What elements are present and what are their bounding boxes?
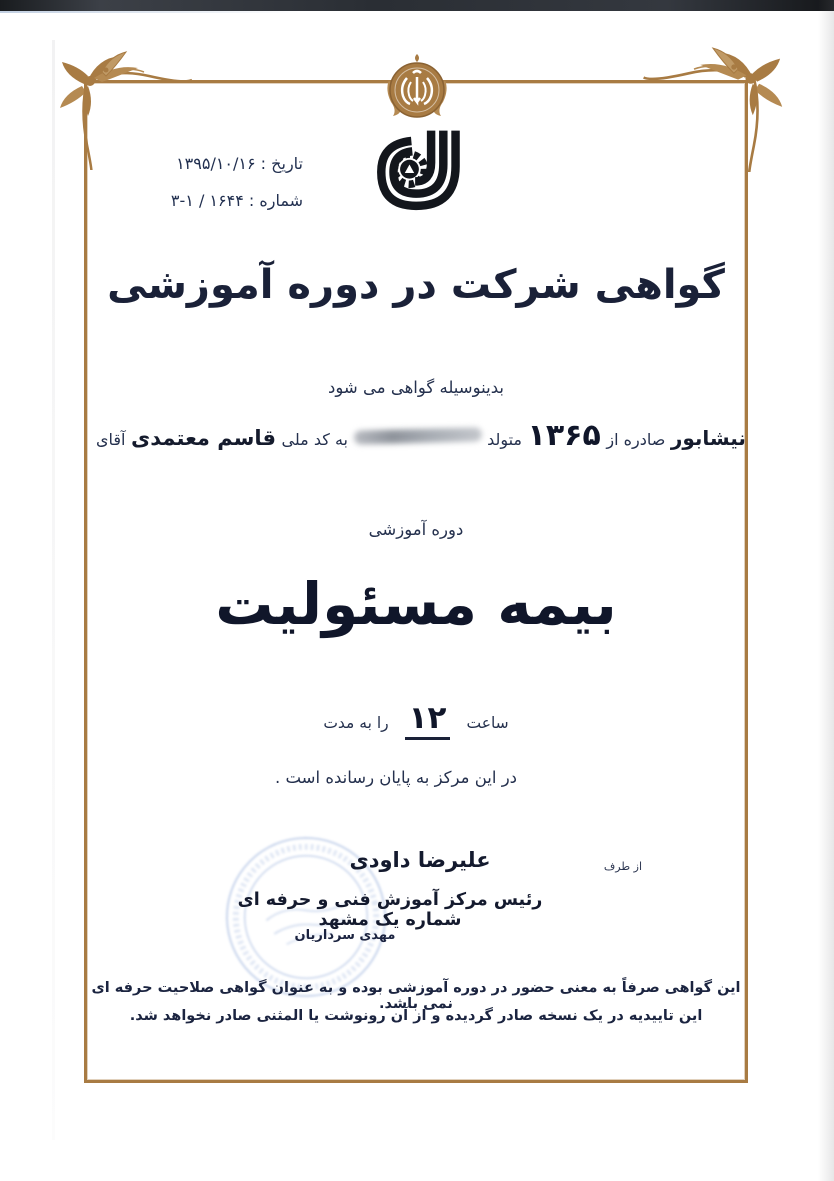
secondary-signer-name: مهدی سرداریان xyxy=(294,928,396,943)
course-label: دوره آموزشی xyxy=(368,520,464,539)
signer-name: علیرضا داودی xyxy=(349,848,491,872)
signer-title: رئیس مرکز آموزش فنی و حرفه ای شماره یک مشهد xyxy=(237,890,543,930)
completion-line: در این مرکز به پایان رسانده است . xyxy=(274,768,518,787)
birth-year: ۱۳۶۵ xyxy=(527,418,601,453)
national-id-label: به کد ملی xyxy=(281,430,348,449)
duration-prefix: را به مدت xyxy=(323,714,389,732)
course-name: بیمه مسئولیت xyxy=(215,570,617,638)
duration-unit: ساعت xyxy=(466,714,509,732)
issued-city: نیشابور xyxy=(670,426,746,450)
certificate-title: گواهی شرکت در دوره آموزشی xyxy=(107,262,725,308)
disclaimer-line-1: این گواهی صرفاً به معنی حضور در دوره آموزشی بوده و به عنوان گواهی صلاحیت حرفه ای نمی باشد. xyxy=(91,980,741,1012)
iran-national-emblem-icon xyxy=(383,50,451,130)
date-line: تاریخ : ۱۳۹۵/۱۰/۱۶ xyxy=(176,154,303,173)
duration-row xyxy=(84,700,748,740)
birth-label: متولد xyxy=(487,430,522,449)
tvto-gear-logo-icon xyxy=(370,126,464,218)
intro-line: بدینوسیله گواهی می شود xyxy=(328,378,504,397)
number-line: شماره : ۱۶۴۴ / ۱-۳ xyxy=(170,190,303,210)
recipient-name: قاسم معتمدی xyxy=(131,426,276,450)
salutation-label: آقای xyxy=(96,430,126,449)
recipient-row xyxy=(96,418,746,453)
scanner-edge-artifact xyxy=(0,0,834,11)
national-id-redacted xyxy=(353,427,481,444)
scan-shadow-right xyxy=(818,0,834,1181)
duration-hours: ۱۲ xyxy=(405,700,451,740)
on-behalf-label: از طرف xyxy=(603,860,642,873)
floral-corner-ornament-icon xyxy=(640,46,790,172)
reference-block xyxy=(98,146,303,220)
scan-shadow-left xyxy=(52,40,55,1140)
issued-label: صادره از xyxy=(606,430,666,449)
disclaimer-line-2: این تاییدیه در یک نسخه صادر گردیده و از آن رونوشت یا المثنی صادر نخواهد شد. xyxy=(129,1008,703,1024)
